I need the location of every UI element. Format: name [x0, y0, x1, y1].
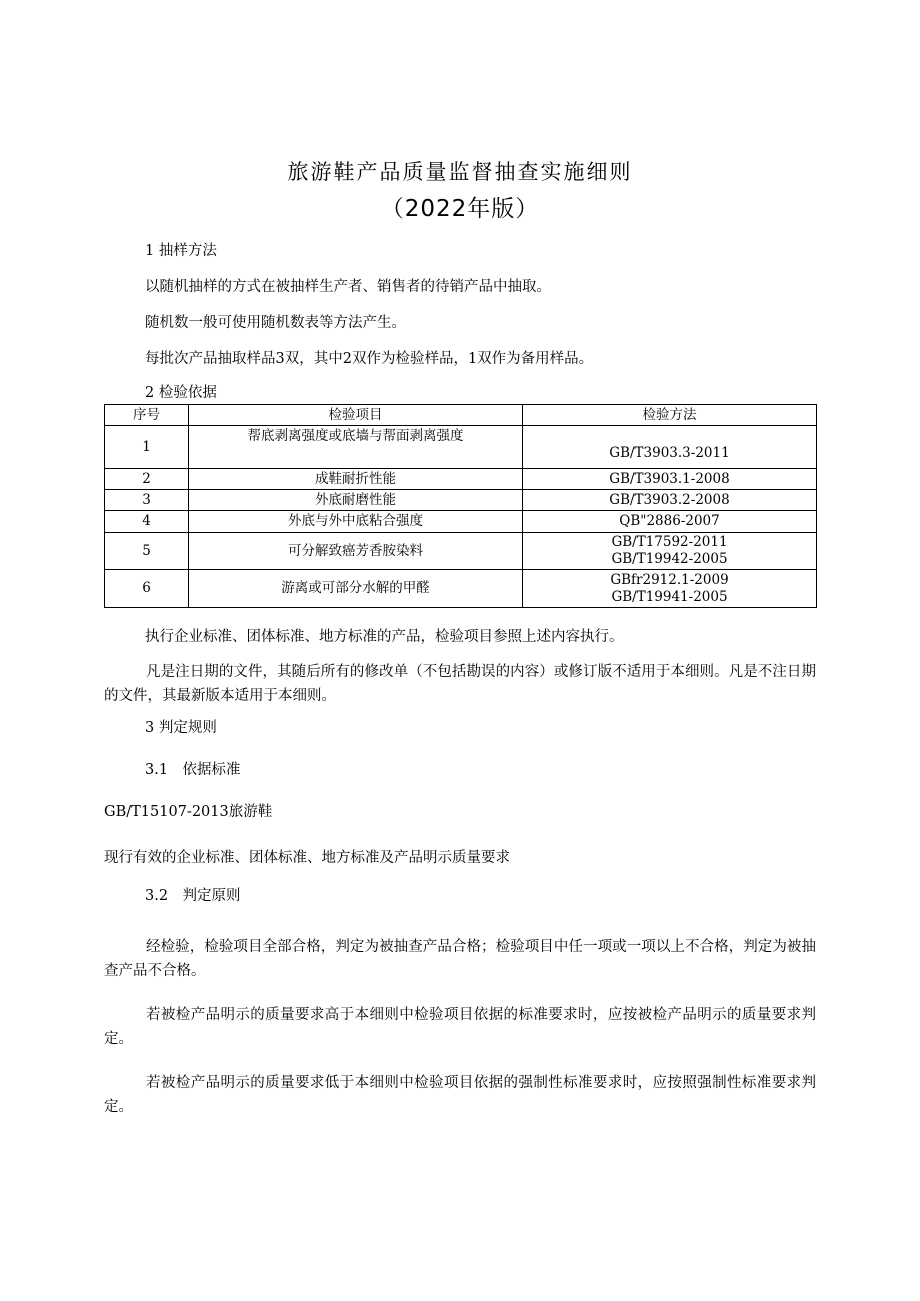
dated-reference-note: 凡是注日期的文件，其随后所有的修改单（不包括勘误的内容）或修订版不适用于本细则。凡是不注日期的文件，其最新版本适用于本细则。: [104, 664, 816, 704]
row-item: 可分解致癌芳香胺染料: [189, 533, 523, 570]
row-method-line: GB/T19942-2005: [611, 551, 728, 567]
table-row: [105, 490, 817, 511]
row-item: 成鞋耐折性能: [189, 469, 523, 490]
table-header-item: 检验项目: [189, 405, 523, 426]
section-2-heading: 2 检验依据: [145, 385, 217, 401]
row-method: GB/T3903.1-2008: [523, 469, 817, 490]
section-3-1-heading: 3.1 依据标准: [145, 762, 241, 778]
row-no: 1: [105, 426, 189, 469]
sampling-method-line: 以随机抽样的方式在被抽样生产者、销售者的待销产品中抽取。: [145, 279, 551, 295]
row-method-line: GBfr2912.1-2009: [610, 571, 729, 588]
row-no: 2: [105, 469, 189, 490]
section-3-heading: 3 判定规则: [145, 720, 217, 736]
row-method: [523, 426, 817, 469]
row-method-text: GB/T3903.3-2011: [609, 444, 730, 461]
row-no: 6: [105, 570, 189, 608]
row-method: GB/T3903.2-2008: [523, 490, 817, 511]
sample-quantity-line: 每批次产品抽取样品3双，其中2双作为检验样品，1双作为备用样品。: [145, 351, 594, 367]
quality-requirement-line: 现行有效的企业标准、团体标准、地方标准及产品明示质量要求: [104, 850, 510, 866]
standard-reference: GB/T15107-2013旅游鞋: [104, 804, 273, 820]
inspection-basis-table: [104, 404, 817, 608]
row-no: 3: [105, 490, 189, 511]
table-header-row: [105, 405, 817, 426]
row-item: 帮底剥离强度或底墙与帮面剥离强度: [189, 426, 523, 469]
judgement-paragraph: 若被检产品明示的质量要求高于本细则中检验项目依据的标准要求时，应按被检产品明示的质量要求判定。: [104, 1007, 816, 1047]
enterprise-standard-note: 执行企业标准、团体标准、地方标准的产品，检验项目参照上述内容执行。: [145, 629, 624, 645]
table-row: [105, 570, 817, 608]
row-method-line: GB/T19941-2005: [611, 588, 728, 605]
document-title: 旅游鞋产品质量监督抽查实施细则: [287, 160, 633, 184]
row-method: [523, 570, 817, 608]
row-no: 4: [105, 511, 189, 533]
table-row: [105, 469, 817, 490]
row-method-line: GB/T17592-2011: [611, 534, 728, 550]
row-method: QB"2886-2007: [523, 511, 817, 533]
table-row: [105, 511, 817, 533]
row-no: 5: [105, 533, 189, 570]
table-header-no: 序号: [105, 405, 189, 426]
judgement-paragraph: 若被检产品明示的质量要求低于本细则中检验项目依据的强制性标准要求时，应按照强制性标准要求判定。: [104, 1075, 816, 1115]
row-item: 游离或可部分水解的甲醛: [189, 570, 523, 608]
table-header-method: 检验方法: [523, 405, 817, 426]
document-edition: （2022年版）: [380, 196, 540, 222]
section-3-2-heading: 3.2 判定原则: [145, 888, 241, 904]
row-item: 外底与外中底粘合强度: [189, 511, 523, 533]
random-number-line: 随机数一般可使用随机数表等方法产生。: [145, 315, 406, 331]
judgement-paragraph: 经检验，检验项目全部合格，判定为被抽查产品合格；检验项目中任一项或一项以上不合格，判定为被抽查产品不合格。: [104, 939, 816, 979]
table-row: [105, 533, 817, 570]
row-item: 外底耐磨性能: [189, 490, 523, 511]
table-row: [105, 426, 817, 469]
row-method: [523, 533, 817, 570]
section-1-heading: 1 抽样方法: [145, 243, 217, 259]
